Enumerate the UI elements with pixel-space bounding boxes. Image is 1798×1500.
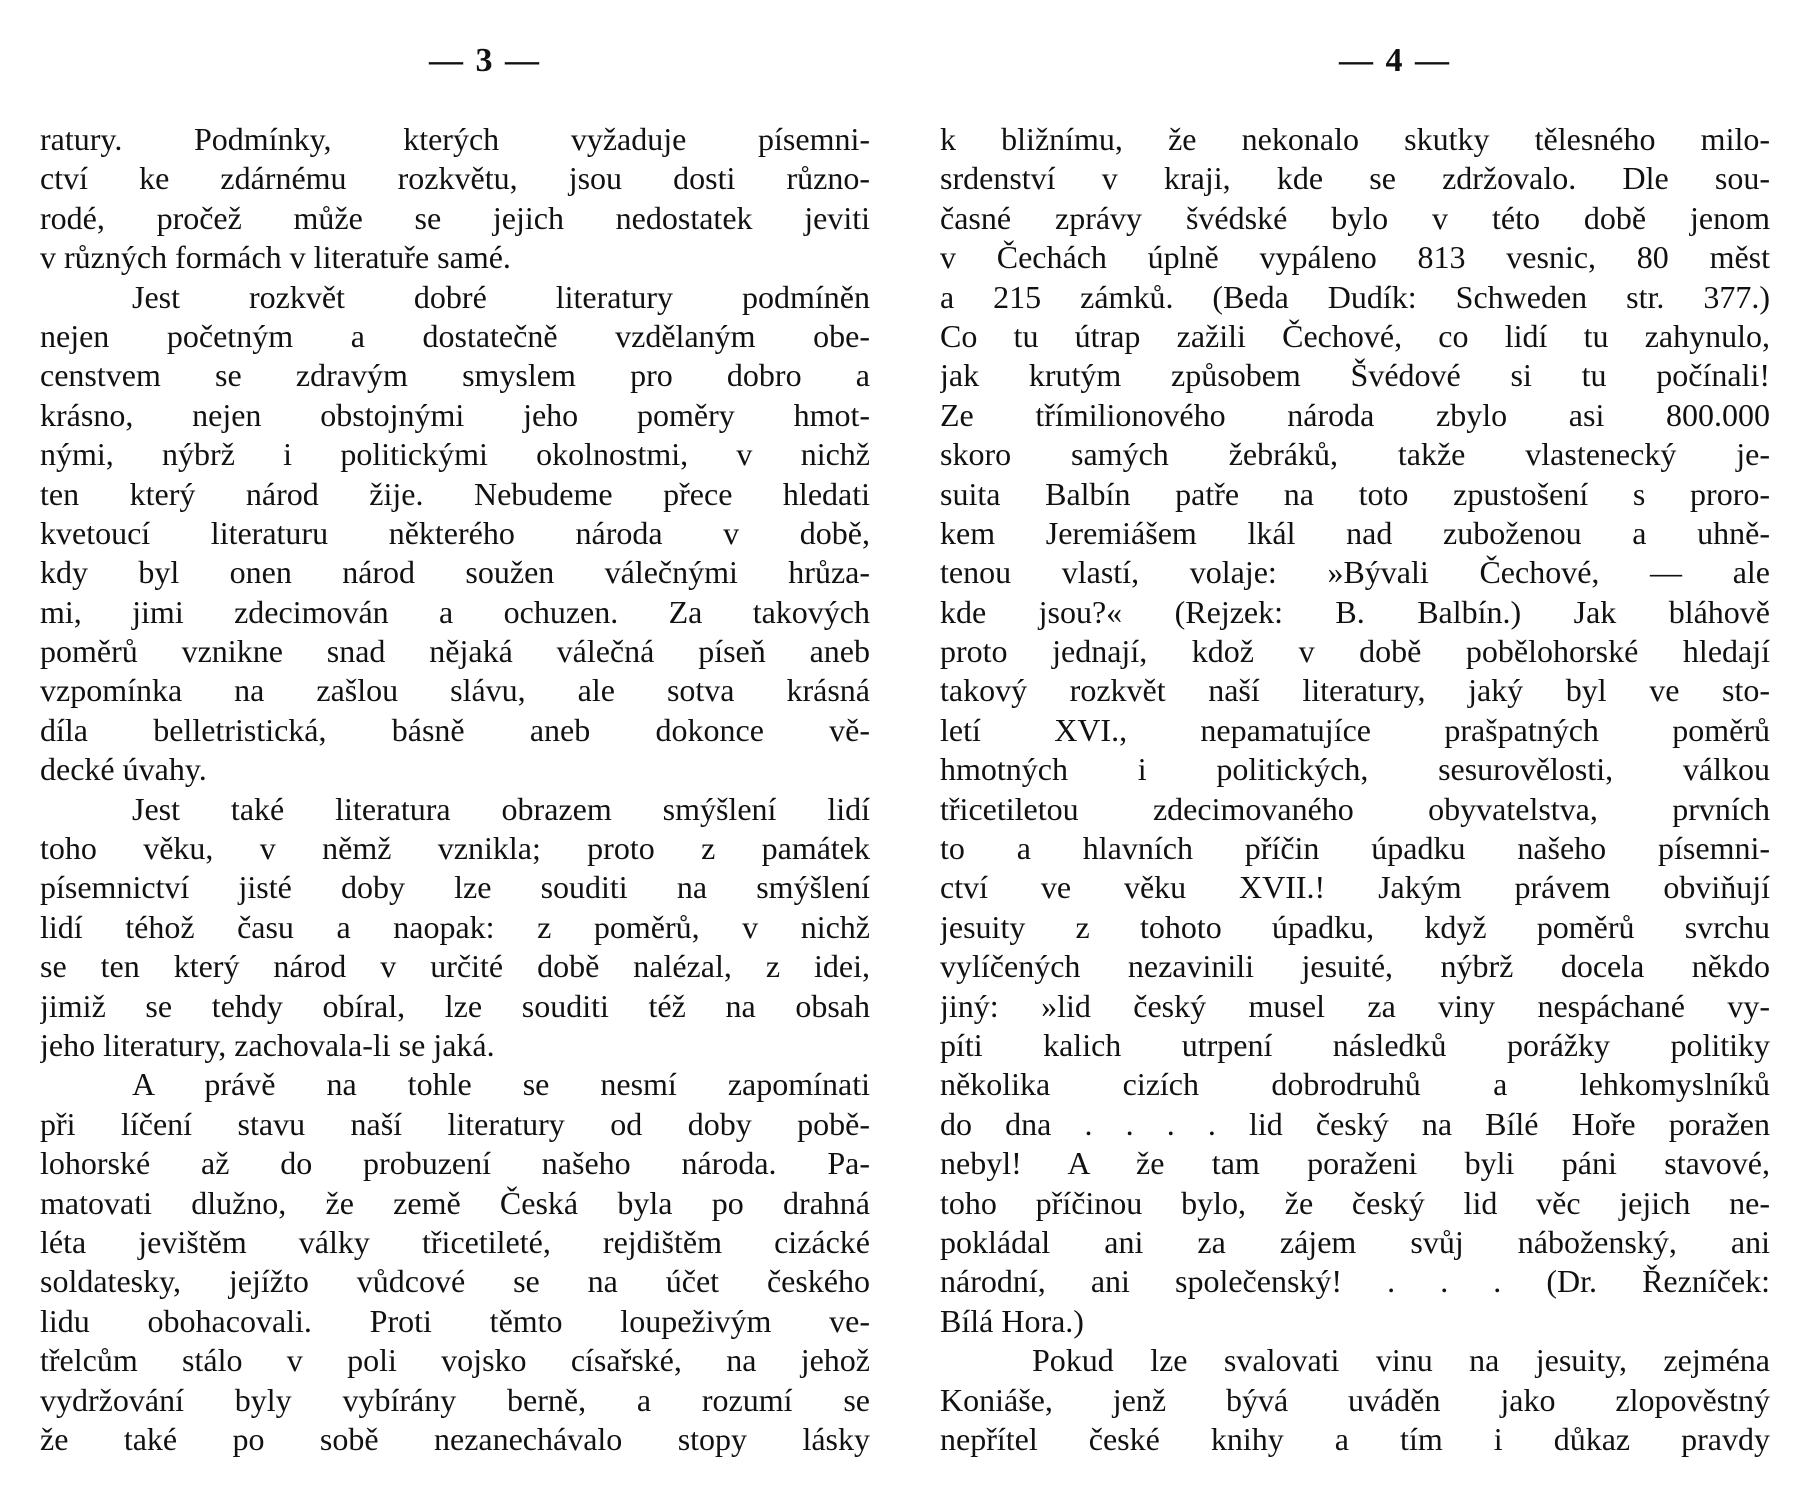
text-line: ctví ke zdárnému rozkvětu, jsou dosti různo-: [40, 160, 870, 197]
text-line: proto jednají, kdož v době pobělohorské hledají: [940, 633, 1770, 670]
text-line: decké úvahy.: [40, 751, 207, 788]
text-line: třicetiletou zdecimovaného obyvatelstva, prvních: [940, 790, 1770, 827]
text-line: Pokud lze svalovati vinu na jesuity, zejména: [1032, 1342, 1770, 1379]
text-line: takový rozkvět naší literatury, jaký byl ve sto-: [940, 672, 1770, 709]
text-line: nými, nýbrž i politickými okolnostmi, v nichž: [40, 436, 870, 473]
text-line: pokládal ani za zájem svůj náboženský, ani: [940, 1223, 1770, 1260]
text-line: mi, jimi zdecimován a ochuzen. Za takových: [40, 593, 870, 630]
text-line: hmotných i politických, sesurovělosti, válkou: [940, 751, 1770, 788]
text-line: lohorské až do probuzení našeho národa. Pa-: [40, 1145, 870, 1182]
text-line: ten který národ žije. Nebudeme přece hledati: [40, 475, 870, 512]
text-line: ratury. Podmínky, kterých vyžaduje písemni-: [40, 121, 870, 157]
text-line: soldatesky, jejížto vůdcové se na účet českého: [40, 1263, 870, 1300]
text-line: kdy byl onen národ soužen válečnými hrůza-: [40, 554, 870, 591]
right-page: [940, 0, 1770, 1500]
text-line: nepřítel české knihy a tím i důkaz pravdy: [940, 1420, 1770, 1457]
page-number-left: — 3 —: [429, 42, 541, 79]
text-line: léta jevištěm války třicetileté, rejdištěm cizácké: [40, 1223, 870, 1260]
text-line: v Čechách úplně vypáleno 813 vesnic, 80 měst: [940, 239, 1770, 276]
text-line: jesuity z tohoto úpadku, když poměrů svrchu: [940, 908, 1770, 945]
text-line: v různých formách v literatuře samé.: [40, 239, 511, 276]
text-line: jiný: »lid český musel za viny nespáchané vy-: [940, 987, 1770, 1024]
page-number-right: — 4 —: [1339, 42, 1451, 79]
text-line: srdenství v kraji, kde se zdržovalo. Dle sou-: [940, 160, 1770, 197]
text-line: kvetoucí literaturu některého národa v době,: [40, 514, 870, 551]
text-line: lidí téhož času a naopak: z poměrů, v nichž: [40, 908, 870, 945]
left-page-text: [40, 120, 870, 1459]
text-line: píti kalich utrpení následků porážky politiky: [940, 1026, 1770, 1063]
left-page: [40, 0, 870, 1500]
text-line: Bílá Hora.): [940, 1302, 1084, 1339]
text-line: třelcům stálo v poli vojsko císařské, na jehož: [40, 1342, 870, 1379]
text-line: při líčení stavu naší literatury od doby pobě-: [40, 1105, 870, 1142]
text-line: poměrů vznikne snad nějaká válečná píseň aneb: [40, 633, 870, 670]
text-line: Jest rozkvět dobré literatury podmíněn: [132, 278, 870, 315]
text-line: nebyl! A že tam poraženi byli páni stavové,: [940, 1145, 1770, 1182]
text-line: lidu obohacovali. Proti těmto loupeživým ve-: [40, 1302, 870, 1339]
text-line: a 215 zámků. (Beda Dudík: Schweden str. 377.): [940, 278, 1770, 315]
text-line: jak krutým způsobem Švédové si tu počínali!: [940, 357, 1770, 394]
text-line: A právě na tohle se nesmí zapomínati: [132, 1066, 870, 1103]
text-line: Ze třímilionového národa zbylo asi 800.000: [940, 396, 1770, 433]
text-line: že také po sobě nezanechávalo stopy lásky: [40, 1420, 870, 1457]
text-line: toho příčinou bylo, že český lid věc jejich ne-: [940, 1184, 1770, 1221]
text-line: tenou vlastí, volaje: »Bývali Čechové, — ale: [940, 554, 1770, 591]
text-line: kem Jeremiášem lkál nad zuboženou a uhně-: [940, 514, 1770, 551]
text-line: k bližnímu, že nekonalo skutky tělesného milo-: [940, 121, 1770, 157]
text-line: ctví ve věku XVII.! Jakým právem obviňují: [940, 869, 1770, 906]
text-line: národní, ani společenský! . . . (Dr. Řezníček:: [940, 1263, 1770, 1300]
text-line: censtvem se zdravým smyslem pro dobro a: [40, 357, 870, 394]
text-line: díla belletristická, básně aneb dokonce vě-: [40, 711, 870, 748]
text-line: Jest také literatura obrazem smýšlení lidí: [132, 790, 870, 827]
text-line: Co tu útrap zažili Čechové, co lidí tu zahynulo,: [940, 317, 1770, 354]
text-line: kde jsou?« (Rejzek: B. Balbín.) Jak bláhově: [940, 593, 1770, 630]
text-line: časné zprávy švédské bylo v této době jenom: [940, 199, 1770, 236]
text-line: krásno, nejen obstojnými jeho poměry hmot-: [40, 396, 870, 433]
right-page-text: [940, 120, 1770, 1459]
text-line: vylíčených nezavinili jesuité, nýbrž docela někdo: [940, 948, 1770, 985]
text-line: toho věku, v němž vznikla; proto z památek: [40, 830, 870, 867]
text-line: letí XVI., nepamatujíce prašpatných poměrů: [940, 711, 1770, 748]
text-line: nejen početným a dostatečně vzdělaným obe-: [40, 317, 870, 354]
text-line: písemnictví jisté doby lze souditi na smýšlení: [40, 869, 870, 906]
text-line: vydržování byly vybírány berně, a rozumí se: [40, 1381, 870, 1418]
text-line: vzpomínka na zašlou slávu, ale sotva krásná: [40, 672, 870, 709]
text-line: se ten který národ v určité době nalézal, z idei,: [40, 948, 870, 985]
text-line: rodé, pročež může se jejich nedostatek jeviti: [40, 199, 870, 236]
text-line: jimiž se tehdy obíral, lze souditi též na obsah: [40, 987, 870, 1024]
text-line: skoro samých žebráků, takže vlastenecký je-: [940, 436, 1770, 473]
text-line: to a hlavních příčin úpadku našeho písemni-: [940, 830, 1770, 867]
text-line: matovati dlužno, že země Česká byla po drahná: [40, 1184, 870, 1221]
text-line: do dna . . . . lid český na Bílé Hoře poražen: [940, 1105, 1770, 1142]
text-line: několika cizích dobrodruhů a lehkomyslníků: [940, 1066, 1770, 1103]
text-line: jeho literatury, zachovala-li se jaká.: [40, 1026, 495, 1063]
text-line: suita Balbín patře na toto zpustošení s proro-: [940, 475, 1770, 512]
text-line: Koniáše, jenž bývá uváděn jako zlopověstný: [940, 1381, 1770, 1418]
